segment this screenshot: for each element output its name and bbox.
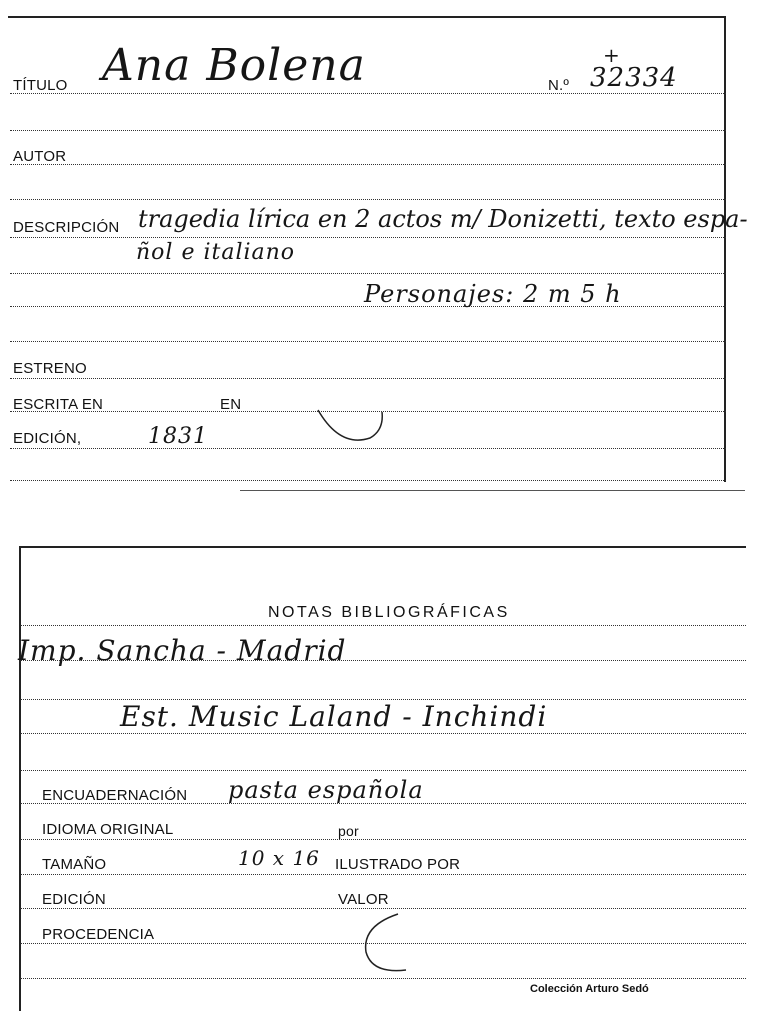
- card-left-edge: [19, 546, 21, 1011]
- ruled-line: [10, 199, 726, 200]
- descripcion-label: DESCRIPCIÓN: [13, 219, 120, 236]
- encuadernacion-label: ENCUADERNACIÓN: [42, 787, 188, 804]
- ruled-line: [10, 237, 726, 238]
- handwritten-publisher: Est. Music Laland - Inchindi: [120, 700, 548, 733]
- valor-label: VALOR: [338, 891, 389, 908]
- handwritten-plus-mark: +: [603, 43, 621, 67]
- catalog-card-top: [0, 0, 759, 500]
- notas-heading: NOTAS BIBLIOGRÁFICAS: [268, 604, 510, 621]
- ruled-line: [20, 839, 746, 840]
- card-notch-bottom: [350, 908, 430, 988]
- ruled-line: [10, 130, 726, 131]
- edicion-label: EDICIÓN,: [13, 430, 82, 447]
- ruled-line: [10, 480, 726, 481]
- en-label: EN: [220, 396, 242, 413]
- titulo-label: TÍTULO: [13, 77, 68, 94]
- card-notch-top: [310, 400, 410, 460]
- ruled-line: [20, 625, 746, 626]
- handwritten-binding: pasta española: [228, 776, 424, 804]
- handwritten-description-1: tragedia lírica en 2 actos m/ Donizetti, texto espa-: [138, 205, 748, 233]
- handwritten-title: Ana Bolena: [102, 40, 366, 91]
- handwritten-edition-year: 1831: [148, 424, 208, 449]
- procedencia-label: PROCEDENCIA: [42, 926, 155, 943]
- handwritten-description-2: ñol e italiano: [136, 240, 296, 265]
- ruled-line: [10, 378, 726, 379]
- tamano-label: TAMAÑO: [42, 856, 107, 873]
- ruled-line: [10, 341, 726, 342]
- handwritten-size: 10 x 16: [238, 846, 320, 870]
- edicion-label: EDICIÓN: [42, 891, 106, 908]
- card-bottom-edge: [240, 490, 745, 491]
- ruled-line: [10, 164, 726, 165]
- por-label: por: [338, 823, 359, 839]
- autor-label: AUTOR: [13, 148, 67, 165]
- handwritten-personajes: Personajes: 2 m 5 h: [364, 280, 622, 308]
- catalog-card-bottom: [0, 540, 759, 1028]
- card-top-edge: [8, 16, 726, 18]
- card-top-edge: [20, 546, 746, 548]
- estreno-label: ESTRENO: [13, 360, 87, 377]
- handwritten-number: 32334: [590, 63, 678, 93]
- numero-label: N.º: [548, 77, 570, 94]
- ruled-line: [10, 273, 726, 274]
- ruled-line: [20, 733, 746, 734]
- ruled-line: [20, 770, 746, 771]
- idioma-label: IDIOMA ORIGINAL: [42, 821, 174, 838]
- ruled-line: [20, 874, 746, 875]
- ruled-line: [10, 93, 726, 94]
- escrita-en-label: ESCRITA EN: [13, 396, 104, 413]
- ilustrado-label: ILUSTRADO POR: [335, 856, 461, 873]
- collection-credit: Colección Arturo Sedó: [530, 983, 649, 995]
- handwritten-imprint: Imp. Sancha - Madrid: [18, 634, 347, 667]
- card-right-edge: [724, 16, 726, 482]
